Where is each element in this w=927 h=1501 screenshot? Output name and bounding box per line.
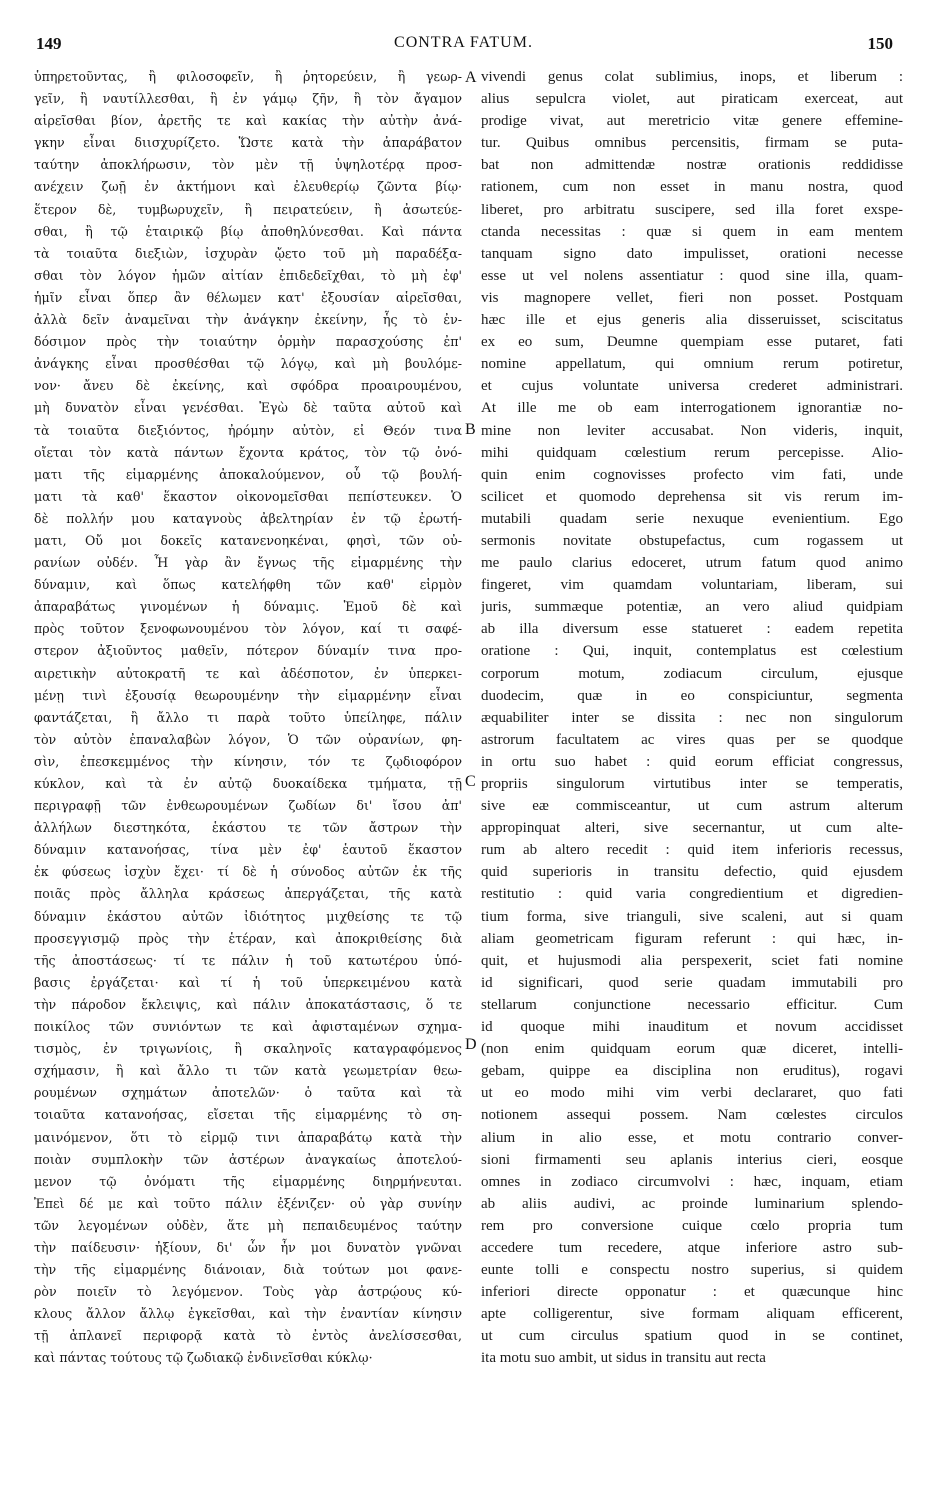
latin-text-line: scilicet et quomodo deprehensa sit vis rerum im- — [481, 488, 903, 505]
greek-text-line: ἀπαραβάτως γινομένων ἡ δύναμις. Ἐμοῦ δὲ καὶ — [34, 599, 462, 615]
greek-text-line: ρανίων οὐδέν. Ἦ γὰρ ἂν ἔγνως τῆς εἱμαρμένης τὴν — [34, 555, 462, 571]
greek-text-line: ματι τῆς εἱμαρμένης ἀποκαλούμενον, οὗ τῷ βουλή- — [34, 466, 462, 482]
greek-text-line: σθαι, ἢ τῷ ἑταιρικῷ βίῳ ἀποθηλύνεσθαι. Καὶ πάντα — [34, 223, 462, 239]
latin-text-line: propriis singulorum virtutibus inter se temperatis, — [481, 776, 903, 792]
latin-text-line: tanquam signo dato impulisset, orationi necesse — [481, 245, 903, 262]
greek-text-line: ποιὰν συμπλοκὴν τῶν ἀστέρων ἀναγκαίως ἀποτελού- — [34, 1151, 462, 1167]
page-number-right: 150 — [867, 34, 893, 53]
greek-text-line: ἀλλήλων διεστηκότα, ἑκάστου τε τῶν ἄστρων τὴν — [34, 820, 462, 836]
latin-text-line: juris, summæque potentiæ, an vero aliud quidpiam — [481, 599, 903, 616]
section-marker-c: C — [465, 773, 476, 790]
greek-text-line: προσεγγισμῷ πρὸς τὴν ἑτέραν, καὶ ἀποκριθείσης διὰ — [34, 930, 462, 946]
greek-text-line: ματι, Οὔ μοι δοκεῖς κατανενοηκέναι, φησὶ, τῶν οὐ- — [34, 532, 462, 548]
greek-text-line: δύναμιν κατανοήσας, τίνα μὲν ἐφ' ἑαυτοῦ ἕκαστον — [34, 842, 462, 858]
latin-text-line: tur. Quibus omnibus percensitis, firmam se puta- — [481, 135, 903, 152]
greek-text-line: τὴν παίδευσιν· ἠξίουν, δι' ὧν ἦν μοι δυνατὸν γνῶναι — [34, 1239, 462, 1255]
greek-text-line: ταύτην ἀποκλήρωσιν, τὸν μὲν τῇ ὑψηλοτέρᾳ προσ- — [34, 157, 462, 173]
latin-text-line: oratione : Qui, inquit, contemplatus est cœlestium — [481, 643, 903, 660]
latin-text-line: accedere tum recedere, atque inferiore astro sub- — [481, 1239, 903, 1256]
latin-text-line: ex eo sum, Deumne quempiam esse putaret, fati — [481, 334, 903, 351]
greek-text-line: τῆς ἀποστάσεως· τί τε πάλιν ἡ τοῦ κατωτέρου ὑπό- — [34, 952, 462, 968]
latin-text-line: alium in alio esse, et motu contrario conver- — [481, 1129, 903, 1146]
greek-text-line: καὶ πάντας τούτους τῷ ζωδιακῷ ἐνδινεῖσθαι κύκλῳ· — [34, 1350, 373, 1366]
latin-text-line: sermonis novitate obstupefactus, cum rogassem ut — [481, 532, 903, 549]
latin-text-line: alius sepulcra violet, aut piraticam exerceat, aut — [481, 91, 903, 108]
greek-text-line: δύναμιν, καὶ ὅπως κατελήφθη τῶν καθ' εἱρμὸν — [34, 577, 462, 593]
greek-text-line: περιγραφῇ τῶν ἐνθεωρουμένων ζωδίων δι' ἴσου ἀπ' — [34, 798, 462, 814]
latin-text-line: æquabiliter inter se dissita : nec non singulorum — [481, 709, 903, 726]
latin-text-line: mihi quidquam cœlestium rerum percepisse. Alio- — [481, 444, 903, 461]
greek-text-line: μένῃ τινὶ ἐξουσίᾳ θεωρουμένην τὴν εἱμαρμένην εἶναι — [34, 687, 462, 703]
latin-text-line: (non enim quidquam eorum quæ diceret, intelli- — [481, 1041, 903, 1058]
latin-text-line: rem pro conversione cuique cœlo propria tum — [481, 1217, 903, 1234]
section-marker-d: D — [465, 1036, 477, 1053]
latin-text-line: sive eæ commisceantur, ut cum astrum alterum — [481, 798, 903, 815]
latin-text-line: esse ut vel nolens assentiatur : quod sine illa, quam- — [481, 267, 903, 284]
latin-text-line: astrorum facultatem ac vires quas per se quodque — [481, 731, 903, 748]
greek-text-line: δόσιμον πρὸς τὴν τοιαύτην ὁρμὴν παρασχούσης ἐπ' — [34, 334, 462, 350]
greek-text-line: στερον ἀξιοῦντος μαθεῖν, πότερον δύναμίν τινα προ- — [34, 643, 462, 659]
greek-text-line: κύκλον, καὶ τὰ ἐν αὐτῷ δυοκαίδεκα τμήματα, τῇ — [34, 776, 462, 791]
latin-text-line: gebam, quippe ea disciplina non eruditus), rogavi — [481, 1063, 903, 1080]
greek-text-line: βασις ἐργάζεται· καὶ τί ἡ τοῦ ὑπερκειμένου κατὰ — [34, 974, 462, 990]
greek-text-line: πρὸς τοῦτον ξενοφωνουμένου τὸν λόγον, καί τι σαφέ- — [34, 621, 462, 637]
latin-text-line: vivendi genus colat sublimius, inops, et liberum : — [481, 69, 903, 85]
greek-text-line: ὑπηρετοῦντας, ἢ φιλοσοφεῖν, ἢ ῥητορεύειν, ἢ γεωρ- — [34, 69, 462, 84]
section-marker-b: B — [465, 421, 476, 438]
greek-text-line: αἱρεῖσθαι βίον, ἀρετῆς τε καὶ κακίας τὴν αὐτὴν ἀνά- — [34, 113, 462, 129]
greek-text-line: φαντάζεται, ἢ ἄλλο τι παρὰ τοῦτο ὑπείληφε, πάλιν — [34, 709, 462, 725]
latin-text-line: hæc ille et ejus generis alia disseruisset, sciscitatus — [481, 312, 903, 329]
greek-text-line: γεῖν, ἢ ναυτίλλεσθαι, ἢ ἐν γάμῳ ζῆν, ἢ τὸν ἄγαμον — [34, 91, 462, 107]
latin-text-line: ita motu suo ambit, ut sidus in transitu aut recta — [481, 1350, 766, 1367]
latin-text-line: id quoque mihi inauditum et novum accidisset — [481, 1019, 903, 1036]
greek-text-line: δὲ πολλήν μου καταγνοὺς ἀβελτηρίαν ἐν τῷ ἐρωτή- — [34, 510, 462, 526]
greek-text-column — [34, 66, 462, 1370]
greek-text-line: ματι τὰ καθ' ἕκαστον οἰκονομεῖσθαι πεπίστευκεν. Ὁ — [34, 488, 462, 504]
latin-text-line: ab aliis audivi, ac proinde luminarium splendo- — [481, 1195, 903, 1212]
latin-text-line: bat non admittendæ nostræ orationis reddidisse — [481, 157, 903, 174]
latin-text-column — [481, 66, 903, 1370]
greek-text-line: τισμὸς, ἐν τριγωνίοις, ἢ σκαληνοῖς καταγραφόμενος — [34, 1041, 462, 1057]
greek-text-line: σθαι τὸν λόγον ἡμῶν αἰτίαν ἐπιδεδεῖχθαι, τὸ μὴ ἐφ' — [34, 267, 462, 283]
greek-text-line: τὰ τοιαῦτα διεξιὼν, ἰσχυρὰν ᾤετο τοῦ μὴ παραδέξα- — [34, 245, 462, 261]
greek-text-line: μὴ δυνατὸν εἶναι γενέσθαι. Ἐγὼ δὲ ταῦτα αὐτοῦ καὶ — [34, 400, 462, 416]
latin-text-line: in ortu suo habet : quid eorum efficiat congressus, — [481, 753, 903, 770]
latin-text-line: At ille me ob eam interrogationem ignorantiæ no- — [481, 400, 903, 417]
latin-text-line: rationem, cum non esset in manu nostra, quod — [481, 179, 903, 196]
greek-text-line: τοιαῦτα κατανοήσας, εἴσεται τῆς εἱμαρμένης τὸ ση- — [34, 1107, 462, 1123]
greek-text-line: Ἐπεὶ δέ με καὶ τοῦτο πάλιν ἐξένιζεν· οὐ γὰρ συνίην — [34, 1195, 462, 1211]
latin-text-line: ab illa diversum esse statueret : eadem repetita — [481, 621, 903, 638]
greek-text-line: τὰ τοιαῦτα διεξιόντος, ἠρόμην αὐτὸν, εἰ Θεόν τινα — [34, 422, 462, 438]
latin-text-line: eunte tolli e conspectu nostro superius, si quidem — [481, 1262, 903, 1279]
greek-text-line: γκην εἶναι διισχυρίζετο. Ὥστε κατὰ τὴν ἀπαράβατον — [34, 135, 462, 151]
latin-text-line: apte colligerentur, sive formam aliquam efficerent, — [481, 1306, 903, 1323]
greek-text-line: κλους ἄλλον ἄλλῳ ἐγκεῖσθαι, καὶ τὴν ἐναντίαν κίνησιν — [34, 1306, 462, 1322]
latin-text-line: ctanda necessitas : quæ si quem in eam mentem — [481, 223, 903, 240]
latin-text-line: mutabili quadam serie nexuque evenientium. Ego — [481, 510, 903, 527]
latin-text-line: inferiori directe opponatur : et quæcunque hinc — [481, 1284, 903, 1301]
greek-text-line: τὸν αὐτὸν ἐπαναλαβὼν λόγον, Ὁ τῶν οὐρανίων, φη- — [34, 731, 462, 747]
greek-text-line: ἀνάγκης εἶναι προσθέσθαι τῷ λόγῳ, καὶ μὴ βουλόμε- — [34, 356, 462, 372]
greek-text-line: οἴεται τὸν κατὰ πάντων ἔχοντα κράτος, τὸν τῷ ὀνό- — [34, 444, 462, 460]
latin-text-line: mine non leviter accusabat. Non videris, inquit, — [481, 422, 903, 439]
greek-text-line: τῇ ἀπλανεῖ περιφορᾷ κατὰ τὸ ἐντὸς ἀνελίσσεσθαι, — [34, 1328, 462, 1344]
latin-text-line: ut cum circulus spatium quod in se continet, — [481, 1328, 903, 1345]
greek-text-line: σχήμασιν, ἢ καὶ ἄλλο τι τῶν κατὰ γεωμετρίαν θεω- — [34, 1063, 462, 1079]
greek-text-line: ἐκ φύσεως ἰσχὺν ἔχει· τί δὲ ἡ σύνοδος αὐτῶν ἐκ τῆς — [34, 864, 462, 880]
latin-text-line: prodige vivat, aut meretricio vitæ genere effemine- — [481, 113, 903, 130]
greek-text-line: ποικίλος τῶν συνιόντων τε καὶ ἀφισταμένων σχημα- — [34, 1019, 462, 1035]
latin-text-line: omnes in zodiaco circumvolvi : hæc, inquam, etiam — [481, 1173, 903, 1190]
latin-text-line: nomine appellatum, qui omnium rerum potiretur, — [481, 356, 903, 373]
greek-text-line: ανέχειν ζωῇ ἐν ἀκτήμονι καὶ ἐλευθερίῳ ζῶντα βίῳ· — [34, 179, 462, 195]
latin-text-line: quit, et hujusmodi alia perspexerit, sciet fati nomine — [481, 952, 903, 969]
greek-text-line: ποιᾶς πρὸς ἄλληλα κράσεως ἀπεργάζεται, τῆς κατὰ — [34, 886, 462, 902]
latin-text-line: vis magnopere vellet, fieri non posset. Postquam — [481, 289, 903, 306]
latin-text-line: stellarum conjunctione necessario efficitur. Cum — [481, 996, 903, 1013]
latin-text-line: me paulo clarius edoceret, utrum fatum quod animo — [481, 555, 903, 572]
greek-text-line: ρὸν ποιεῖν τὸ λεγόμενον. Τοὺς γὰρ ἀστρῴους κύ- — [34, 1284, 462, 1300]
greek-text-line: τὴν πάροδον ἔκλειψις, καὶ πάλιν ἀποκατάστασις, ὅ τε — [34, 996, 462, 1012]
latin-text-line: tium forma, sive trianguli, sive scaleni, aut si quam — [481, 908, 903, 925]
latin-text-line: restitutio : quid varia congredientium et digredien- — [481, 886, 903, 903]
greek-text-line: ἀλλὰ δεῖν ἀναμεῖναι τὴν ἀνάγκην ἐκείνην, ἧς τὸ ἐν- — [34, 312, 462, 328]
latin-text-line: appropinquat alteri, sive secernantur, ut cum alte- — [481, 820, 903, 837]
latin-text-line: liberet, pro arbitratu suscipere, sed illa foret exspe- — [481, 201, 903, 218]
latin-text-line: et cujus voluntate universa crederet administrari. — [481, 378, 903, 395]
greek-text-line: μαινόμενον, ὅτι τὸ εἱρμῷ τινι ἀπαραβάτῳ κατὰ τὴν — [34, 1129, 462, 1145]
latin-text-line: notionem assequi possem. Nam cœlestes circulos — [481, 1107, 903, 1124]
latin-text-line: quin enim cognovisses profecto vim fati, unde — [481, 466, 903, 483]
greek-text-line: μενον τῷ ὀνόματι τῆς εἱμαρμένης διηρμήνευται. — [34, 1173, 462, 1189]
page-number-left: 149 — [36, 34, 62, 53]
greek-text-line: σὶν, ἐπεσκεμμένος τὴν κίνησιν, τόν τε ζῳδιοφόρον — [34, 753, 462, 769]
greek-text-line: δύναμιν ἑκάστου αὐτῶν ἰδιότητος μιχθείσης τε τῷ — [34, 908, 462, 924]
latin-text-line: duodecim, quæ in eo conspiciuntur, segmenta — [481, 687, 903, 704]
greek-text-line: ἕτερον δὲ, τυμβωρυχεῖν, ἢ πειρατεύειν, ἢ ἀσωτεύε- — [34, 201, 462, 217]
latin-text-line: quid superioris in transitu defectio, quid ejusdem — [481, 864, 903, 881]
greek-text-line: τὴν τῆς εἱμαρμένης διάνοιαν, διὰ τούτων μοι φανε- — [34, 1262, 462, 1278]
latin-text-line: id significari, quod serie quadam immutabili pro — [481, 974, 903, 991]
latin-text-line: ut eo modo mihi vim verbi declararet, quo fati — [481, 1085, 903, 1102]
latin-text-line: sioni firmamenti seu aplanis interius cieri, eosque — [481, 1151, 903, 1168]
latin-text-line: fingeret, vim quamdam voluntariam, liberam, sui — [481, 577, 903, 594]
greek-text-line: τῶν λεγομένων οὐδὲν, ἅτε μὴ πεπαιδευμένος ταύτην — [34, 1217, 462, 1233]
latin-text-line: aliam geometricam figuram referunt : qui hæc, in- — [481, 930, 903, 947]
greek-text-line: ἡμῖν εἶναι ὅπερ ἂν θέλωμεν κατ' ἐξουσίαν αἱρεῖσθαι, — [34, 289, 462, 305]
greek-text-line: αιρετικὴν αὐτοκρατῆ τε καὶ ἀδέσποτον, ἐν ὑπερκει- — [34, 665, 462, 681]
running-title: CONTRA FATUM. — [394, 34, 533, 51]
latin-text-line: rum ab altero recedit : quid item inferioris recessus, — [481, 842, 903, 859]
greek-text-line: νον· ἄνευ δὲ ἐκείνης, καὶ σφόδρα προαιρουμένου, — [34, 378, 462, 394]
greek-text-line: ρουμένων σχημάτων ἀποτελῶν· ὁ ταῦτα καὶ τὰ — [34, 1085, 462, 1101]
running-header — [26, 28, 901, 58]
latin-text-line: corporum motum, zodiacum circulum, ejusque — [481, 665, 903, 682]
section-marker-a: A — [465, 69, 477, 86]
